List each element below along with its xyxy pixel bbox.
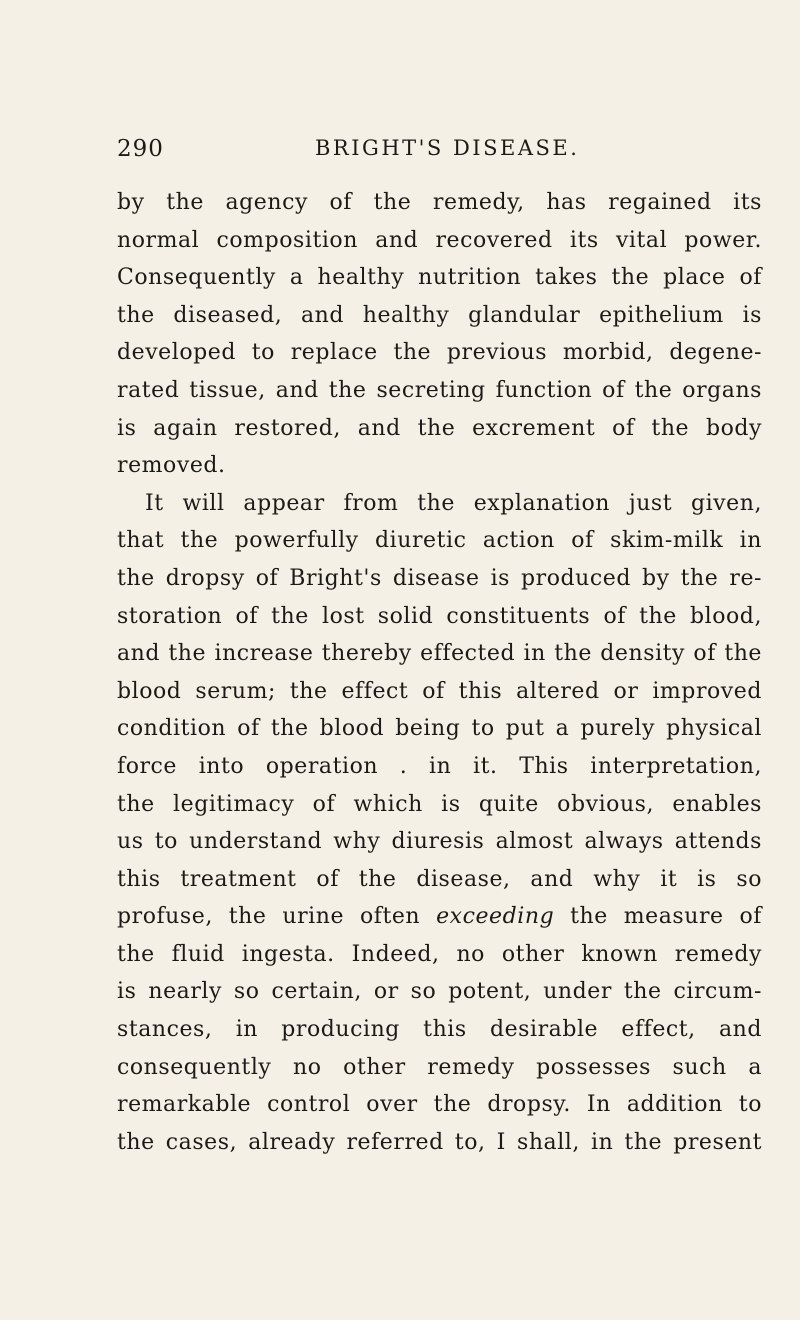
text-line: removed. xyxy=(117,453,226,479)
text-line: developed to replace the previous morbid, degene- xyxy=(117,340,762,366)
text-line: storation of the lost solid constituents of the blood, xyxy=(117,603,762,629)
running-head xyxy=(117,136,760,170)
text-line: stances, in producing this desirable effect, and xyxy=(117,1017,762,1043)
text-segment: profuse, the urine often xyxy=(117,904,421,930)
text-line: is nearly so certain, or so potent, under the circum- xyxy=(117,979,762,1005)
text-line: rated tissue, and the secreting function of the organs xyxy=(117,377,762,403)
page-number: 290 xyxy=(117,136,164,162)
text-line: by the agency of the remedy, has regained its xyxy=(117,190,762,215)
text-line: blood serum; the effect of this altered or improved xyxy=(117,678,762,704)
text-line-with-emphasis xyxy=(117,898,762,936)
text-line: consequently no other remedy possesses such a xyxy=(117,1054,762,1080)
running-title: BRIGHT'S DISEASE. xyxy=(315,136,580,160)
text-line: remarkable control over the dropsy. In addition to xyxy=(117,1092,762,1118)
text-line: the legitimacy of which is quite obvious, enables xyxy=(117,791,762,817)
text-line: Consequently a healthy nutrition takes the place of xyxy=(117,265,762,291)
text-line: normal composition and recovered its vital power. xyxy=(117,227,762,253)
text-line: the cases, already referred to, I shall, in the present xyxy=(117,1129,762,1155)
text-line: condition of the blood being to put a purely physical xyxy=(117,716,762,742)
text-line: this treatment of the disease, and why it is so xyxy=(117,866,762,892)
text-line: is again restored, and the excrement of the body xyxy=(117,415,762,441)
text-line: the diseased, and healthy glandular epithelium is xyxy=(117,302,762,328)
text-line: us to understand why diuresis almost always attends xyxy=(117,829,762,855)
text-line: the fluid ingesta. Indeed, no other known remedy xyxy=(117,941,762,967)
text-line: and the increase thereby effected in the density of the xyxy=(117,641,762,667)
emphasized-word: exceeding xyxy=(436,904,555,930)
body-text xyxy=(117,184,762,1161)
text-segment: the measure of xyxy=(570,904,763,930)
paragraph-start-line: It will appear from the explanation just given, xyxy=(145,490,762,516)
text-line: force into operation . in it. This interpretation, xyxy=(117,753,762,779)
text-line: that the powerfully diuretic action of skim-milk in xyxy=(117,528,762,554)
text-line: the dropsy of Bright's disease is produced by the re- xyxy=(117,565,762,591)
